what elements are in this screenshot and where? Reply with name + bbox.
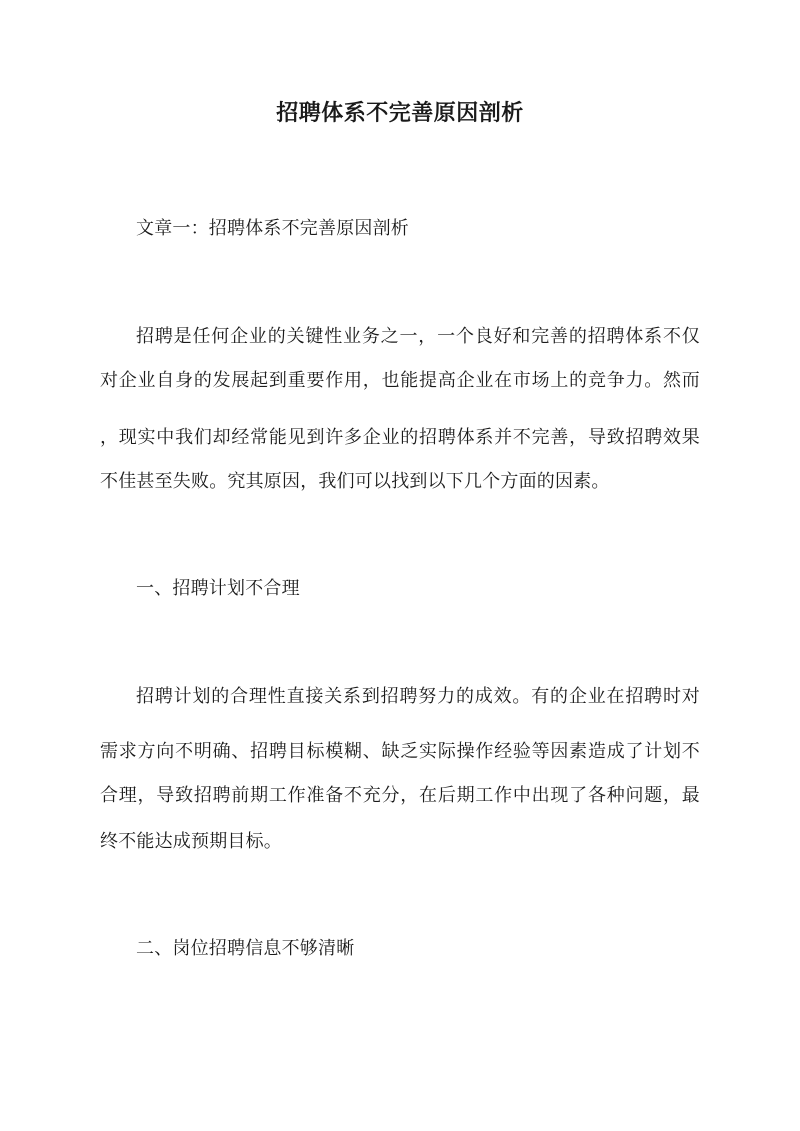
section-1-line-1: 招聘计划的合理性直接关系到招聘努力的成效。有的企业在招聘时对 xyxy=(136,686,700,707)
intro-line-3: ，现实中我们却经常能见到许多企业的招聘体系并不完善，导致招聘效果 xyxy=(100,427,700,448)
section-1-line-3: 合理，导致招聘前期工作准备不充分，在后期工作中出现了各种问题，最 xyxy=(100,785,700,806)
section-1-line-2: 需求方向不明确、招聘目标模糊、缺乏实际操作经验等因素造成了计划不 xyxy=(100,741,700,762)
intro-line-1: 招聘是任何企业的关键性业务之一，一个良好和完善的招聘体系不仅 xyxy=(136,326,700,347)
section-1-heading: 一、招聘计划不合理 xyxy=(136,578,300,599)
section-2-heading: 二、岗位招聘信息不够清晰 xyxy=(136,938,355,959)
article-subtitle: 文章一：招聘体系不完善原因剖析 xyxy=(136,218,409,239)
intro-line-2: 对企业自身的发展起到重要作用，也能提高企业在市场上的竞争力。然而 xyxy=(100,370,700,391)
intro-line-4: 不佳甚至失败。究其原因，我们可以找到以下几个方面的因素。 xyxy=(100,471,610,492)
document-title: 招聘体系不完善原因剖析 xyxy=(276,100,524,126)
section-1-line-4: 终不能达成预期目标。 xyxy=(100,831,282,852)
